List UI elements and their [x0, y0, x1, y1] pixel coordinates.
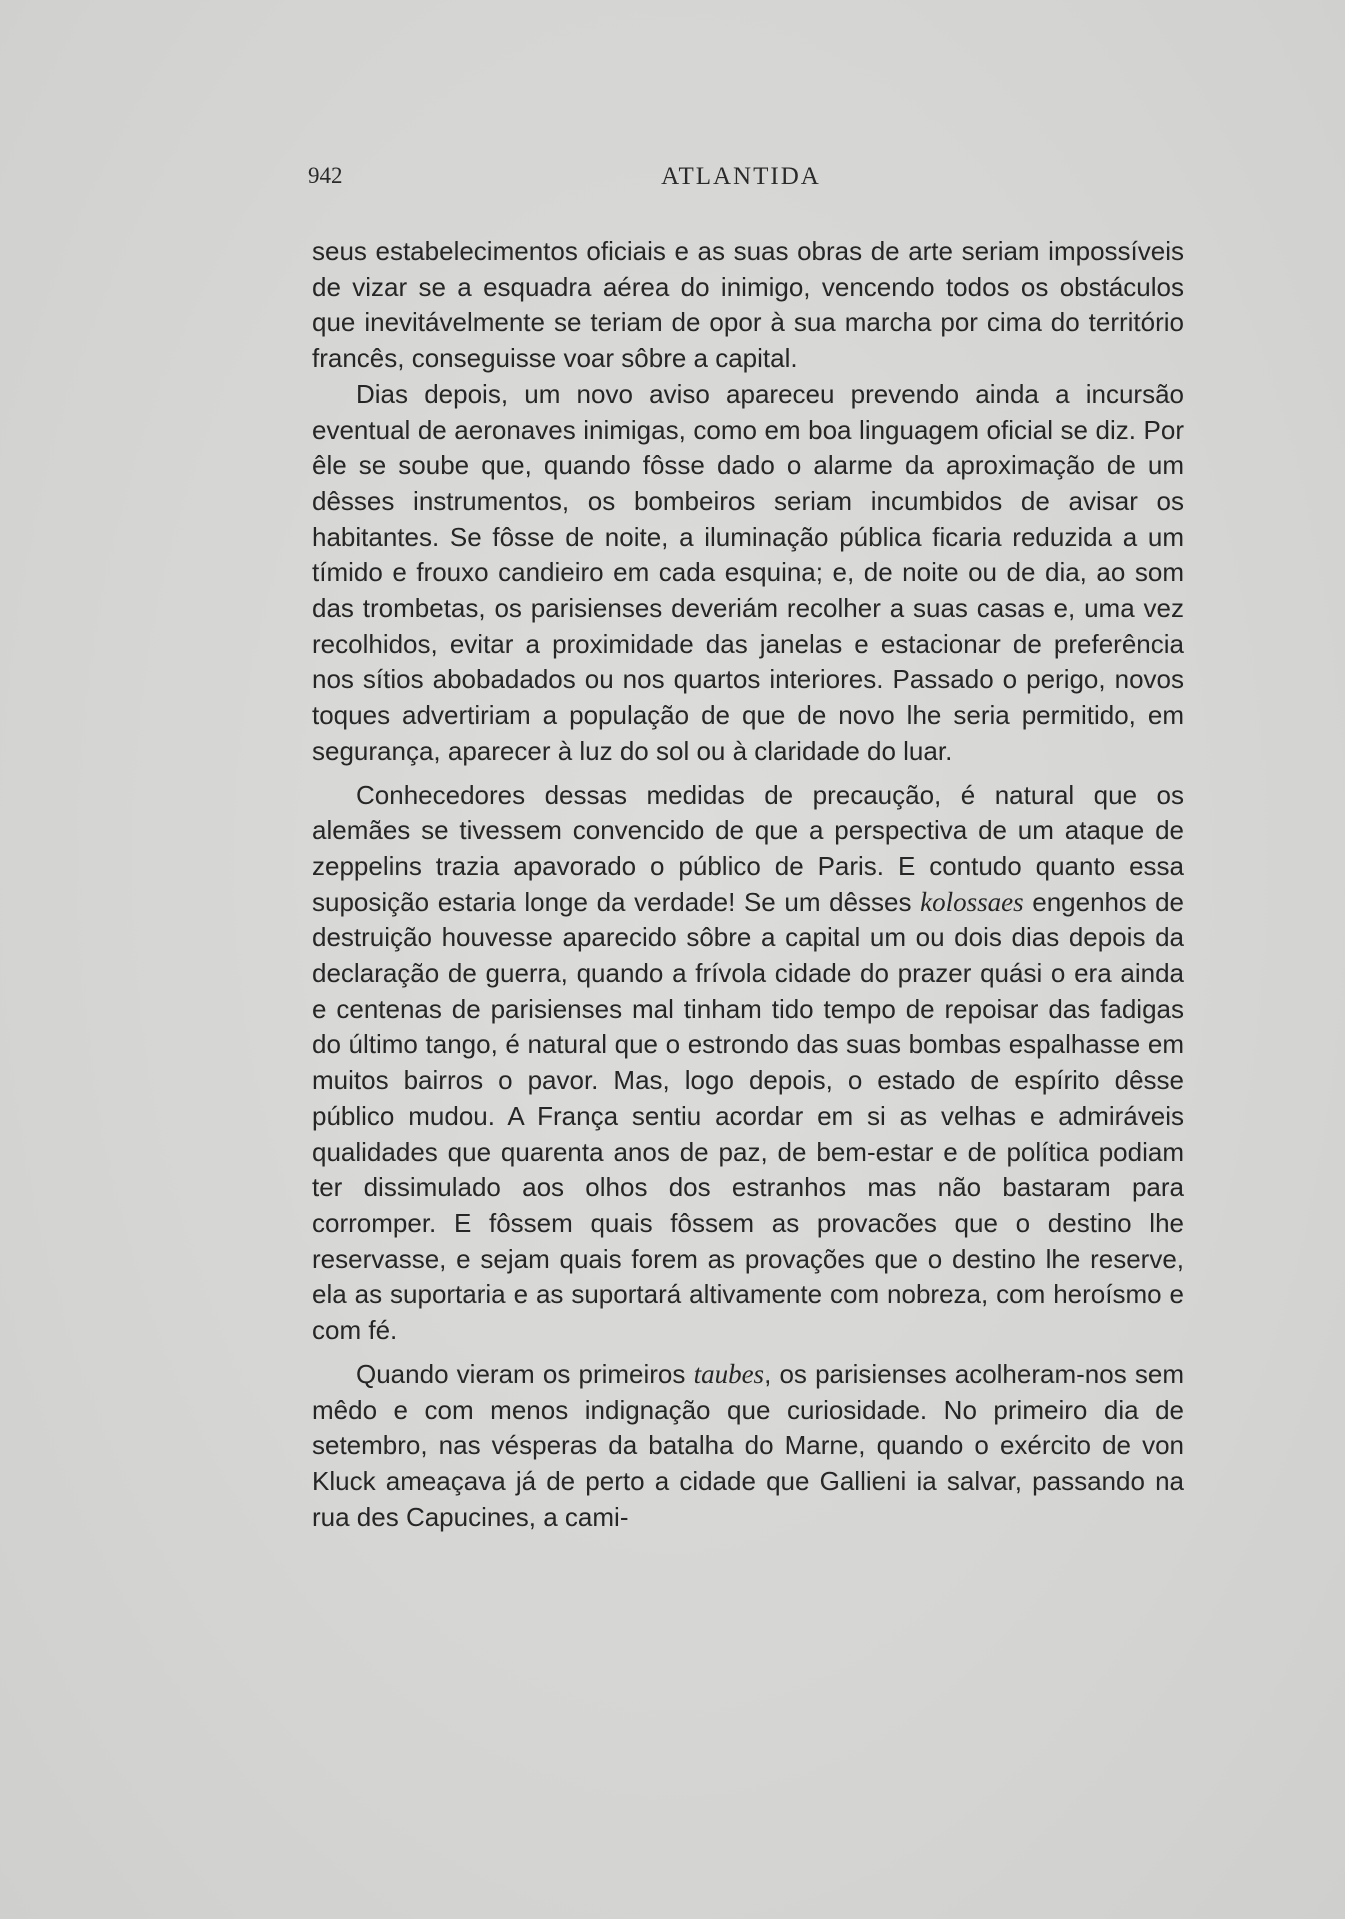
page-number: 942: [308, 163, 343, 188]
italic-term: kolossaes: [920, 886, 1024, 917]
paragraph: [312, 234, 1184, 377]
paragraph-text: seus estabelecimentos oficiais e as suas obras de arte seriam impossíveis de vizar se a esquadra aérea do inimigo, vencendo todos os obstáculos que inevitávelmente se teriam de opor à sua marcha por cima do território francês, conseguisse voar sôbre a capital.: [312, 236, 1184, 374]
paragraph: [312, 778, 1184, 1349]
paragraph: [312, 377, 1184, 770]
paragraph-text: Quando vieram os primeiros: [356, 1358, 694, 1389]
paragraph-text: engenhos de destruição houvesse aparecido sôbre a capital um ou dois dias depois da declaração de guerra, quando a frívola cidade do prazer quási o era ainda e centenas de parisienses mal tinham tido tempo de repoisar das fadigas do último tango, é natural que o estrondo das suas bombas espalhasse em muitos bairros o pavor. Mas, logo depois, o estado de espírito dêsse público mudou. A França sentiu acordar em si as velhas e admiráveis qualidades que quarenta anos de paz, de bem-estar e de política podiam ter dissimulado aos olhos dos estranhos mas não bastaram para corromper. E fôssem quais fôssem as provacões que o destino lhe reservasse, e sejam quais forem as provações que o destino lhe reserve, ela as suportaria e as suportará altivamente com nobreza, com heroísmo e com fé.: [312, 886, 1184, 1346]
paragraph: [312, 1357, 1184, 1536]
paragraph-text: , os parisienses acolheram-nos sem mêdo e com menos indignação que curiosidade. No primeiro dia de setembro, nas vésperas da batalha do Marne, quando o exército de von Kluck ameaçava já de perto a cidade que Gallieni ia salvar, passando na rua des Capucines, a cami-: [312, 1358, 1184, 1532]
paragraph-text: Conhecedores dessas medidas de precaução, é natural que os alemães se tivessem convencido de que a perspectiva de um ataque de zeppelins trazia apavorado o público de Paris. E contudo quanto essa suposição estaria longe da verdade! Se um dêsses: [312, 779, 1184, 917]
running-title: ATLANTIDA: [661, 163, 821, 190]
italic-term: taubes: [693, 1358, 765, 1389]
paragraph-text: Dias depois, um novo aviso apareceu prevendo ainda a incursão eventual de aeronaves inimigas, como em boa linguagem oficial se diz. Por êle se soube que, quando fôsse dado o alarme da aproximação de um dêsses instrumentos, os bombeiros seriam incumbidos de avisar os habitantes. Se fôsse de noite, a iluminação pública ficaria reduzida a um tímido e frouxo candieiro em cada esquina; e, de noite ou de dia, ao som das trombetas, os parisienses deveriám recolher a suas casas e, uma vez recolhidos, evitar a proximidade das janelas e estacionar de preferência nos sítios abobadados ou nos quartos interiores. Passado o perigo, novos toques advertiriam a população de que de novo lhe seria permitido, em segurança, aparecer à luz do sol ou à claridade do luar.: [312, 378, 1184, 766]
body-text: [312, 234, 1184, 1535]
page-header: [308, 163, 1174, 193]
